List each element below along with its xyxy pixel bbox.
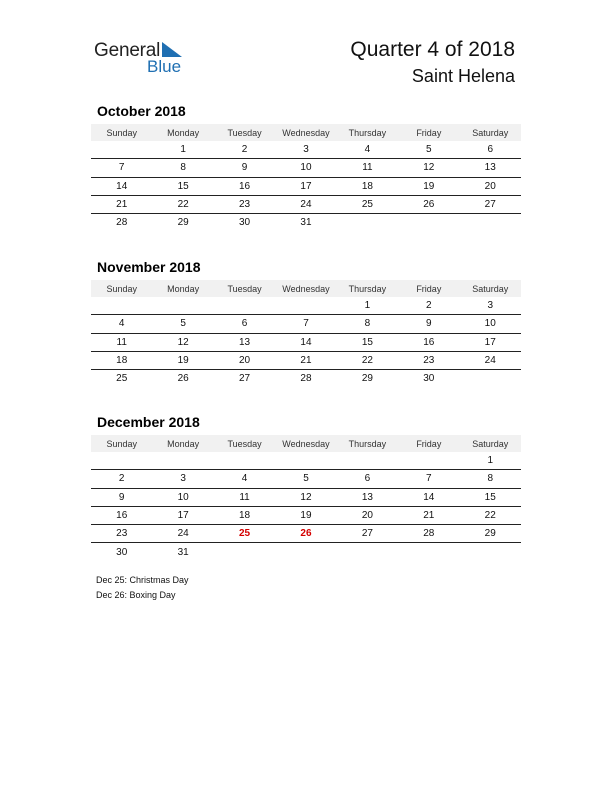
day-cell: 12	[177, 336, 189, 348]
day-cell: 2	[241, 144, 248, 156]
day-cell: 12	[300, 491, 312, 503]
day-cell: 7	[118, 162, 125, 174]
day-cell: 14	[423, 491, 435, 503]
day-cell: 3	[180, 473, 186, 485]
day-cell: 10	[300, 162, 312, 174]
weekday-label: Monday	[167, 283, 200, 294]
day-cell: 22	[484, 510, 496, 522]
weekday-label: Tuesday	[227, 127, 262, 138]
day-cell: 17	[484, 336, 496, 348]
week-row	[91, 159, 521, 177]
day-cell: 31	[300, 217, 312, 229]
weekday-label: Friday	[416, 127, 442, 138]
day-cell: 25	[238, 528, 251, 540]
day-cell: 16	[238, 180, 251, 192]
day-cell: 4	[364, 144, 371, 156]
weekday-label: Monday	[167, 127, 200, 138]
week-row	[91, 141, 521, 159]
logo-text-blue: Blue	[147, 57, 182, 76]
weekday-label: Friday	[416, 283, 442, 294]
day-cell: 26	[177, 373, 189, 385]
day-cell: 20	[484, 180, 496, 192]
weekday-label: Wednesday	[282, 283, 330, 294]
day-cell: 14	[300, 336, 312, 348]
weekday-label: Wednesday	[282, 438, 330, 449]
week-row	[91, 178, 521, 196]
weekday-label: Saturday	[472, 127, 509, 138]
day-cell: 13	[238, 336, 251, 348]
month-title: November 2018	[97, 259, 201, 275]
week-row	[91, 352, 521, 370]
day-cell: 3	[303, 144, 309, 156]
weekday-label: Thursday	[348, 283, 387, 294]
day-cell: 28	[116, 217, 128, 229]
weekday-label: Sunday	[106, 283, 137, 294]
holiday-notes	[96, 573, 189, 603]
day-cell: 10	[177, 491, 189, 503]
day-cell: 7	[303, 318, 309, 330]
month-title: December 2018	[97, 414, 200, 430]
country-name: Saint Helena	[411, 66, 515, 86]
day-cell: 28	[423, 528, 435, 540]
day-cell: 11	[239, 491, 250, 503]
day-cell: 13	[361, 491, 373, 503]
day-cell: 30	[238, 217, 251, 229]
day-cell: 19	[300, 510, 312, 522]
day-cell: 20	[361, 510, 373, 522]
month-december	[91, 413, 521, 561]
day-cell: 18	[116, 355, 128, 367]
day-cell: 4	[118, 318, 125, 330]
month-title: October 2018	[97, 103, 186, 119]
day-cell: 15	[484, 491, 496, 503]
day-cell: 22	[177, 199, 189, 211]
day-cell: 21	[423, 510, 435, 522]
day-cell: 26	[300, 528, 312, 540]
day-cell: 6	[487, 144, 494, 156]
day-cell: 6	[241, 318, 248, 330]
day-cell: 17	[177, 510, 189, 522]
week-row	[91, 543, 521, 560]
day-cell: 27	[484, 199, 496, 211]
weekday-label: Thursday	[348, 438, 387, 449]
week-row	[91, 370, 521, 387]
day-cell: 1	[364, 300, 371, 312]
week-row	[91, 297, 521, 315]
week-row	[91, 315, 521, 333]
weekday-header-row	[91, 435, 521, 452]
day-cell: 17	[300, 180, 312, 192]
day-cell: 2	[426, 300, 432, 312]
weekday-label: Friday	[416, 438, 442, 449]
day-cell: 29	[361, 373, 373, 385]
day-cell: 6	[364, 473, 371, 485]
day-cell: 18	[238, 510, 251, 522]
day-cell: 8	[180, 162, 186, 174]
weekday-label: Tuesday	[227, 283, 262, 294]
weekday-label: Sunday	[106, 438, 137, 449]
weekday-label: Sunday	[106, 127, 137, 138]
week-row	[91, 196, 521, 214]
quarter-title: Quarter 4 of 2018	[350, 38, 515, 61]
day-cell: 31	[177, 546, 189, 558]
day-cell: 8	[487, 473, 494, 485]
week-row	[91, 489, 521, 507]
weekday-header-row	[91, 280, 521, 297]
holiday-note: Dec 26: Boxing Day	[96, 590, 176, 600]
day-cell: 13	[484, 162, 496, 174]
weeks-container	[91, 141, 521, 231]
day-cell: 21	[300, 355, 312, 367]
logo-text-general: General	[94, 40, 161, 61]
day-cell: 14	[116, 180, 128, 192]
day-cell: 22	[361, 355, 373, 367]
day-cell: 11	[116, 336, 127, 348]
day-cell: 12	[423, 162, 435, 174]
day-cell: 26	[423, 199, 435, 211]
day-cell: 5	[180, 318, 186, 330]
day-cell: 3	[487, 300, 494, 312]
day-cell: 24	[177, 528, 189, 540]
day-cell: 24	[300, 199, 312, 211]
week-row	[91, 214, 521, 231]
day-cell: 16	[116, 510, 128, 522]
weeks-container	[91, 452, 521, 561]
day-cell: 21	[116, 199, 128, 211]
day-cell: 30	[116, 546, 128, 558]
day-cell: 19	[423, 180, 435, 192]
weekday-label: Saturday	[472, 283, 509, 294]
day-cell: 5	[426, 144, 432, 156]
weekday-label: Wednesday	[282, 127, 330, 138]
month-november	[91, 258, 521, 387]
day-cell: 11	[362, 162, 373, 174]
day-cell: 15	[177, 180, 189, 192]
weekday-label: Monday	[167, 438, 200, 449]
day-cell: 27	[361, 528, 373, 540]
day-cell: 23	[423, 355, 435, 367]
day-cell: 1	[180, 144, 186, 156]
day-cell: 10	[484, 318, 496, 330]
day-cell: 25	[116, 373, 128, 385]
day-cell: 1	[487, 455, 494, 467]
day-cell: 23	[116, 528, 128, 540]
day-cell: 9	[241, 162, 248, 174]
week-row	[91, 470, 521, 488]
week-row	[91, 525, 521, 543]
weeks-container	[91, 297, 521, 387]
holiday-note: Dec 25: Christmas Day	[96, 575, 189, 585]
weekday-label: Thursday	[348, 127, 387, 138]
day-cell: 4	[241, 473, 248, 485]
weekday-label: Tuesday	[227, 438, 262, 449]
day-cell: 30	[423, 373, 435, 385]
day-cell: 9	[426, 318, 432, 330]
logo	[94, 40, 194, 80]
week-row	[91, 334, 521, 352]
day-cell: 7	[426, 473, 432, 485]
day-cell: 20	[238, 355, 251, 367]
day-cell: 2	[118, 473, 125, 485]
day-cell: 15	[361, 336, 373, 348]
day-cell: 25	[361, 199, 373, 211]
day-cell: 28	[300, 373, 312, 385]
day-cell: 18	[361, 180, 373, 192]
day-cell: 29	[177, 217, 189, 229]
day-cell: 27	[238, 373, 251, 385]
day-cell: 23	[238, 199, 251, 211]
day-cell: 24	[484, 355, 496, 367]
day-cell: 29	[484, 528, 496, 540]
weekday-header-row	[91, 124, 521, 141]
day-cell: 9	[118, 491, 125, 503]
month-october	[91, 102, 521, 231]
week-row	[91, 452, 521, 470]
week-row	[91, 507, 521, 525]
day-cell: 8	[364, 318, 371, 330]
day-cell: 19	[177, 355, 189, 367]
day-cell: 5	[303, 473, 309, 485]
day-cell: 16	[423, 336, 435, 348]
weekday-label: Saturday	[472, 438, 509, 449]
